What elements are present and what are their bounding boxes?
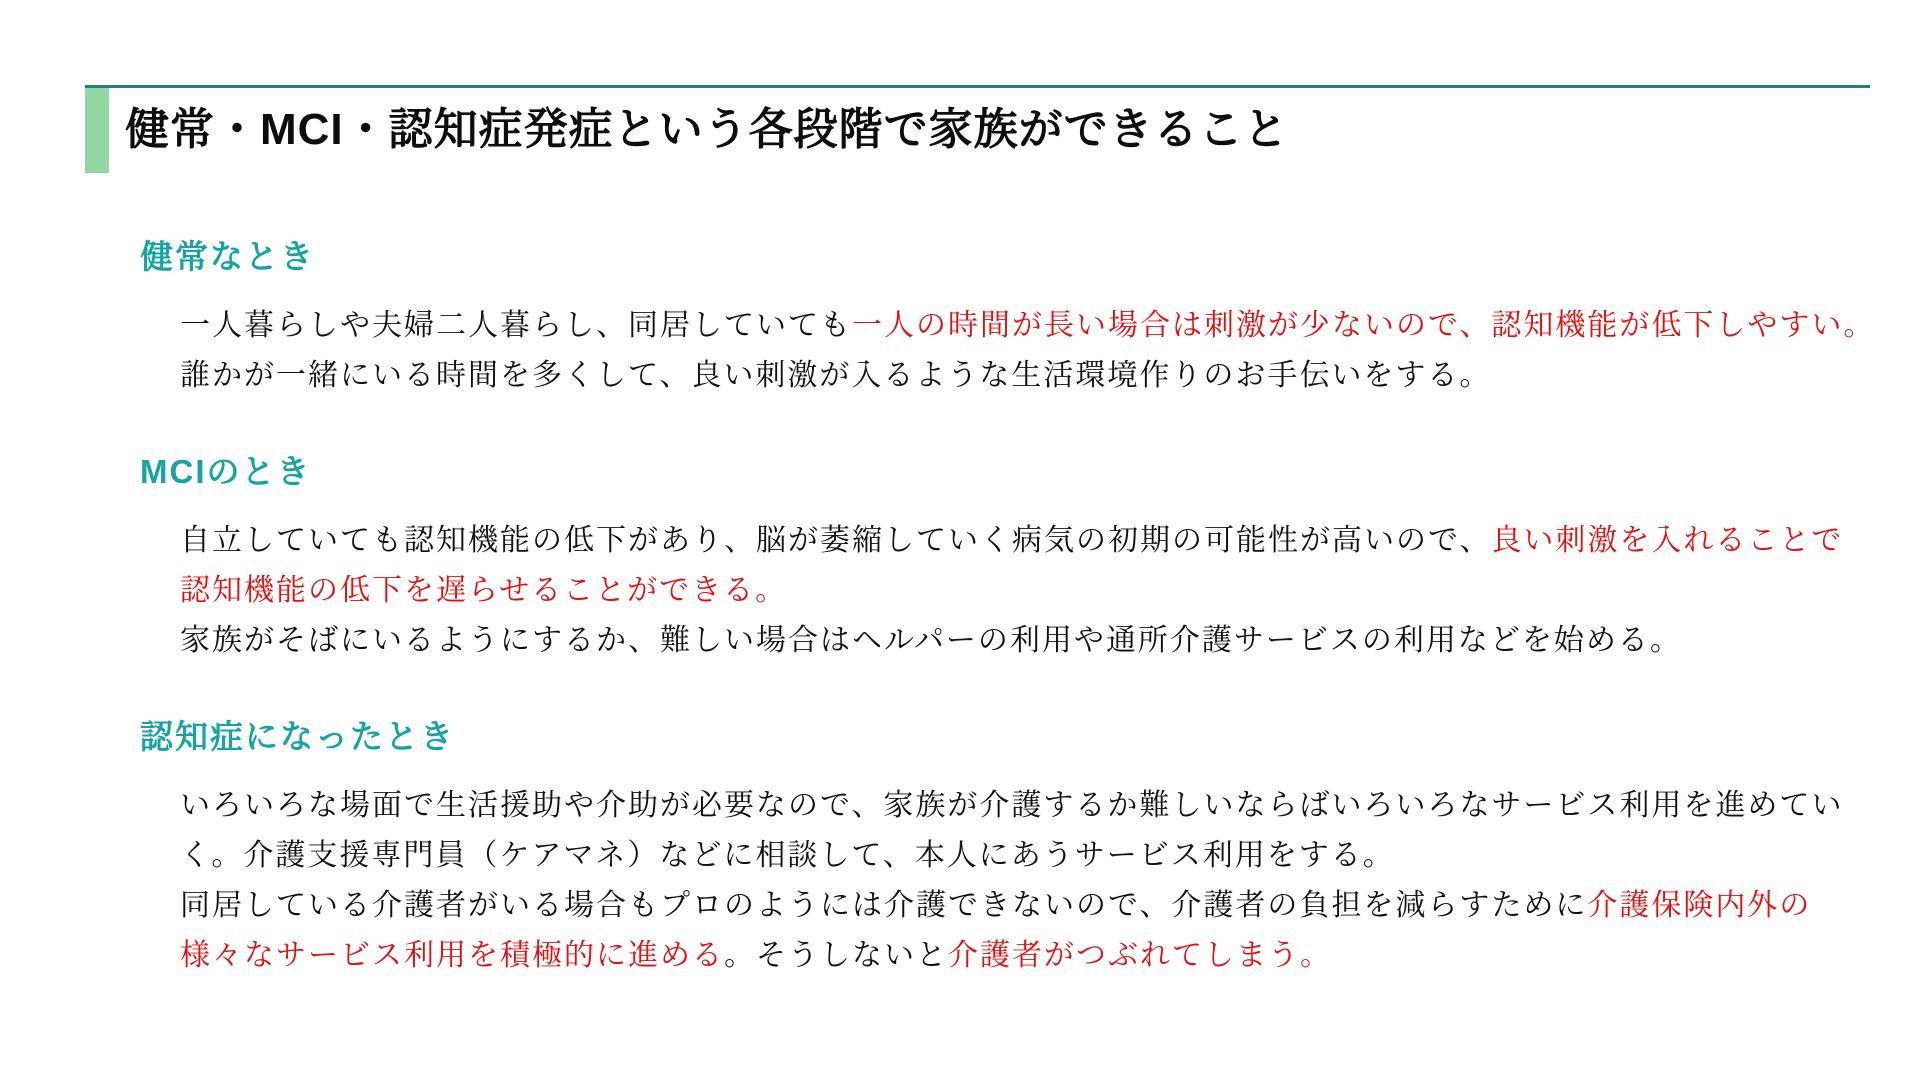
body-text: 。そうしないと bbox=[724, 939, 948, 972]
emphasis-text: 良い刺激を入れることで bbox=[1491, 524, 1844, 557]
body-line bbox=[180, 516, 1900, 566]
section-1 bbox=[140, 240, 1900, 401]
page-title: 健常・MCI・認知症発症という各段階で家族ができること bbox=[125, 105, 1289, 154]
body-text: 家族がそばにいるようにするか、難しい場合はヘルパーの利用や通所介護サービスの利用などを始める。 bbox=[180, 624, 1682, 657]
body-line bbox=[180, 931, 1900, 981]
emphasis-text: 介護者がつぶれてしまう。 bbox=[948, 939, 1332, 972]
body-text: く。介護支援専門員（ケアマネ）などに相談して、本人にあうサービス利用をする。 bbox=[180, 839, 1395, 872]
emphasis-text: 認知機能の低下を遅らせることができる。 bbox=[180, 574, 788, 607]
body-text: 自立していても認知機能の低下があり、脳が萎縮していく病気の初期の可能性が高いので、 bbox=[180, 524, 1492, 557]
section-body bbox=[180, 781, 1900, 981]
body-line bbox=[180, 881, 1900, 931]
body-line bbox=[180, 301, 1900, 351]
section-heading: MCIのとき bbox=[140, 453, 312, 490]
body-text: いろいろな場面で生活援助や介助が必要なので、家族が介護するか難しいならばいろいろなサービス利用を進めてい bbox=[180, 789, 1844, 822]
emphasis-text: 様々なサービス利用を積極的に進める bbox=[180, 939, 724, 972]
section-body bbox=[180, 516, 1900, 666]
section-2 bbox=[140, 455, 1900, 666]
body-line bbox=[180, 781, 1900, 831]
sections-container bbox=[140, 240, 1900, 1035]
body-line bbox=[180, 566, 1900, 616]
body-line bbox=[180, 831, 1900, 881]
title-accent-bar bbox=[85, 88, 109, 173]
section-heading: 健常なとき bbox=[140, 238, 315, 275]
emphasis-text: 一人の時間が長い場合は刺激が少ないので、認知機能が低下しやすい。 bbox=[852, 309, 1876, 342]
title-block bbox=[85, 85, 1870, 173]
section-3 bbox=[140, 720, 1900, 981]
emphasis-text: 介護保険内外の bbox=[1587, 889, 1812, 922]
body-text: 一人暮らしや夫婦二人暮らし、同居していても bbox=[180, 309, 852, 342]
body-text: 同居している介護者がいる場合もプロのようには介護できないので、介護者の負担を減らすために bbox=[180, 889, 1588, 922]
body-line bbox=[180, 351, 1900, 401]
section-body bbox=[180, 301, 1900, 401]
body-text: 誰かが一緒にいる時間を多くして、良い刺激が入るような生活環境作りのお手伝いをする。 bbox=[180, 359, 1492, 392]
title-row bbox=[85, 88, 1870, 173]
section-heading: 認知症になったとき bbox=[140, 718, 455, 755]
body-line bbox=[180, 616, 1900, 666]
